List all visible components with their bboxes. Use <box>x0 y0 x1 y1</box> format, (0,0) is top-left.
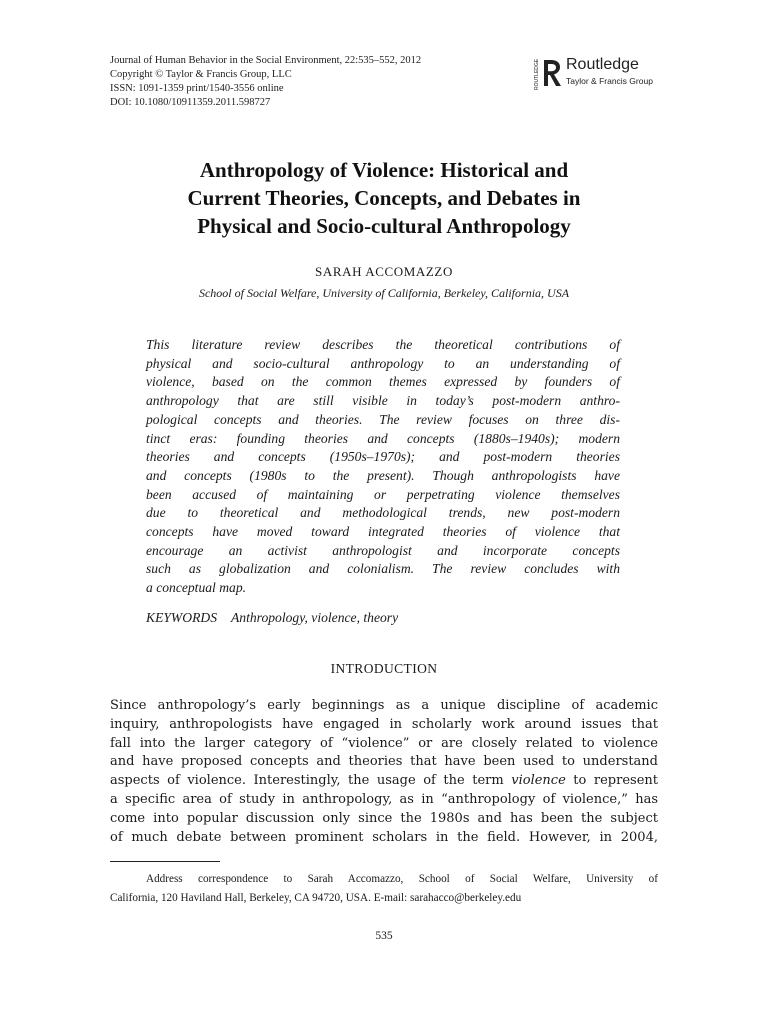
footnote-line: California, 120 Haviland Hall, Berkeley, CA 94720, USA. E-mail: sarahacco@berkeley.edu <box>110 892 522 904</box>
body-line: of much debate between prominent scholars in the field. However, in 2004, <box>110 829 658 845</box>
abstract-line: been accused of maintaining or perpetrating violence themselves <box>146 486 620 502</box>
abstract-line: theories and concepts (1950s–1970s); and post-modern theories <box>146 449 620 465</box>
abstract-line: physical and socio-cultural anthropology to an understanding of <box>146 355 620 371</box>
emphasized-term: violence <box>511 773 566 789</box>
body-line: and have proposed concepts and theories that have been used to understand <box>110 754 658 770</box>
publisher-logo <box>532 54 672 94</box>
abstract-line: violence, based on the common themes expressed by founders of <box>146 374 620 390</box>
abstract-line: This literature review describes the theoretical contributions of <box>146 337 620 352</box>
abstract-line: encourage an activist anthropologist and incorporate concepts <box>146 542 620 558</box>
citation-journal-line: Journal of Human Behavior in the Social Environment, 22:535–552, 2012 <box>110 55 422 66</box>
abstract-line: tinct eras: founding theories and concepts (1880s–1940s); modern <box>146 430 620 446</box>
citation-block <box>110 54 510 110</box>
keywords-label: KEYWORDS <box>146 610 217 625</box>
page-number: 535 <box>375 930 393 942</box>
author-name: SARAH ACCOMAZZO <box>315 264 453 279</box>
abstract <box>146 336 620 598</box>
abstract-line: concepts have moved toward integrated theories of violence that <box>146 524 620 540</box>
footnote-line: Address correspondence to Sarah Accomazzo, School of Social Welfare, University of <box>146 873 658 885</box>
correspondence-footnote <box>110 870 658 908</box>
article-title <box>110 156 658 240</box>
body-line: inquiry, anthropologists have engaged in scholarly work around issues that <box>110 716 658 732</box>
abstract-line: and concepts (1980s to the present). Though anthropologists have <box>146 467 620 483</box>
section-heading-introduction: INTRODUCTION <box>330 661 438 676</box>
publisher-vertical-mark: ROUTLEDGE <box>534 58 540 90</box>
body-paragraph <box>110 697 658 847</box>
body-line: fall into the larger category of “violence” or are closely related to violence <box>110 735 658 751</box>
body-line: come into popular discussion only since the 1980s and has been the subject <box>110 810 658 826</box>
keywords <box>146 609 620 627</box>
abstract-line: due to theoretical and methodological trends, new post-modern <box>146 505 620 521</box>
footnote-divider <box>110 861 220 862</box>
body-line: aspects of violence. Interestingly, the usage of the term violence to represent <box>110 773 658 789</box>
title-line: Current Theories, Concepts, and Debates in <box>187 186 581 210</box>
abstract-line: pological concepts and theories. The review focuses on three dis- <box>146 411 620 427</box>
citation-issn-line: ISSN: 1091-1359 print/1540-3556 online <box>110 83 284 94</box>
routledge-r-logo-icon <box>532 56 562 90</box>
keywords-list: Anthropology, violence, theory <box>231 610 399 625</box>
author-affiliation: School of Social Welfare, University of California, Berkeley, California, USA <box>198 286 570 300</box>
abstract-line: such as globalization and colonialism. The review concludes with <box>146 561 620 577</box>
title-line: Physical and Socio-cultural Anthropology <box>197 214 571 238</box>
publisher-subtitle: Taylor & Francis Group <box>566 76 653 86</box>
abstract-line: anthropology that are still visible in today’s post-modern anthro- <box>146 393 620 409</box>
citation-doi-line: DOI: 10.1080/10911359.2011.598727 <box>110 97 271 108</box>
title-line: Anthropology of Violence: Historical and <box>199 158 569 182</box>
body-line: Since anthropology’s early beginnings as a unique discipline of academic <box>110 698 658 713</box>
abstract-line: a conceptual map. <box>146 580 247 596</box>
citation-copyright-line: Copyright © Taylor & Francis Group, LLC <box>110 69 292 80</box>
publisher-name: Routledge <box>566 56 639 73</box>
body-line: a specific area of study in anthropology, as in “anthropology of violence,” has <box>110 791 658 807</box>
